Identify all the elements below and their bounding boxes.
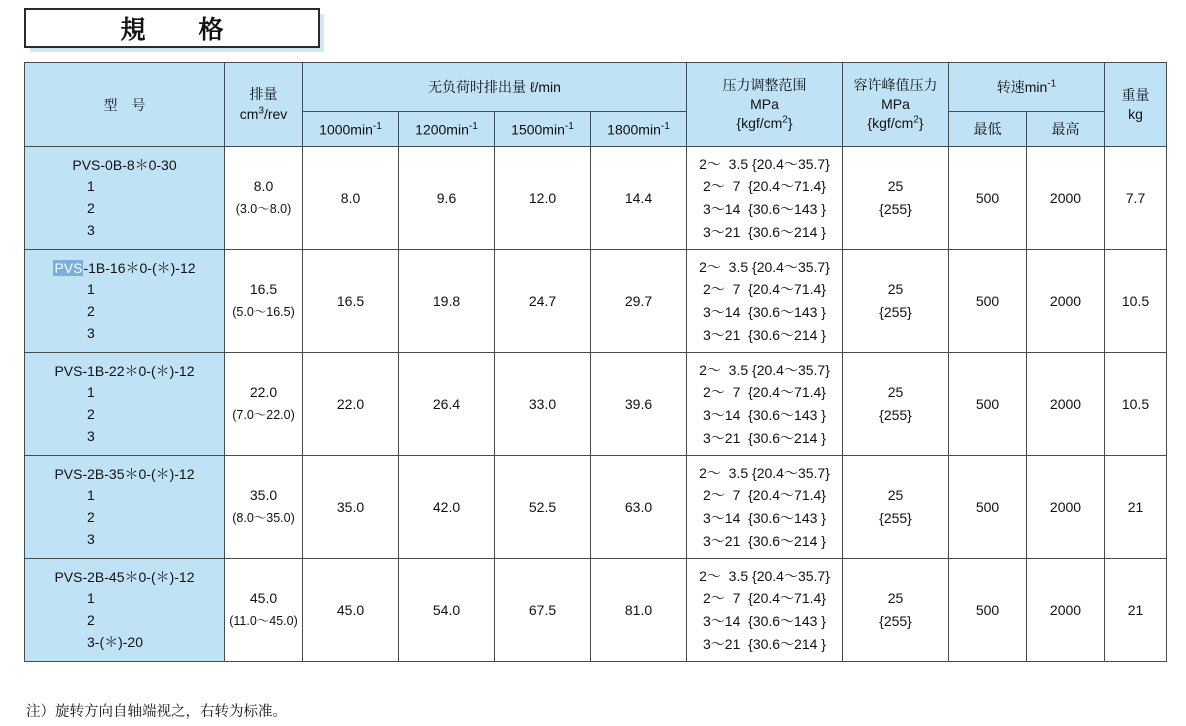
cell-weight: 10.5: [1105, 353, 1167, 456]
table-row: [25, 250, 1167, 353]
displacement-label-line2: $cm^3$/rev: [239, 105, 288, 122]
peak-pressure-kgf: {255}: [879, 510, 912, 526]
cell-peak-pressure: [843, 250, 949, 353]
model-variant: 1: [87, 178, 95, 195]
pressure-range-line: 2～ 7 {20.4～71.4}: [703, 178, 826, 195]
pressure-range-line: 3～14 {30.6～143 }: [703, 613, 826, 629]
displacement-value: 45.0: [249, 590, 278, 607]
cell-speed-min: 500: [949, 250, 1027, 353]
text-selection-highlight: PVS: [54, 259, 83, 276]
displacement-range: (8.0～35.0): [232, 511, 295, 526]
model-variant: 3: [87, 324, 95, 341]
cell-speed-max: 2000: [1027, 559, 1105, 662]
col-header-flow-1500: $1500\min^{-1}$: [495, 112, 591, 147]
cell-flow: 16.5: [303, 250, 399, 353]
pressure-range-line: 2～ 3.5 {20.4～35.7}: [699, 155, 830, 172]
displacement-range: (11.0～45.0): [229, 614, 298, 629]
model-name: PVS-1B-16＊0-(＊)-12: [54, 259, 196, 276]
cell-displacement: [225, 353, 303, 456]
cell-flow: 42.0: [399, 456, 495, 559]
cell-displacement: [225, 147, 303, 250]
pressure-range-line: 3～14 {30.6～143 }: [703, 407, 826, 423]
cell-flow: 19.8: [399, 250, 495, 353]
model-variant: 3-(＊)-20: [87, 633, 144, 650]
page-title: 規 格: [120, 16, 238, 44]
model-name: PVS-2B-35＊0-(＊)-12: [54, 465, 195, 482]
cell-flow: 12.0: [495, 147, 591, 250]
cell-peak-pressure: [843, 353, 949, 456]
cell-flow: 52.5: [495, 456, 591, 559]
peak-label-line3: $\{kgf/cm^2\}$: [867, 114, 924, 132]
col-header-flow-1000: $1000\min^{-1}$: [303, 112, 399, 147]
weight-label-line1: 重量: [1121, 86, 1150, 103]
model-variant: 2: [87, 303, 95, 319]
cell-flow: 45.0: [303, 559, 399, 662]
cell-flow: 26.4: [399, 353, 495, 456]
cell-flow: 29.7: [591, 250, 687, 353]
spec-table: [24, 62, 1167, 662]
table-row: [25, 147, 1167, 250]
cell-speed-min: 500: [949, 353, 1027, 456]
cell-flow: 33.0: [495, 353, 591, 456]
peak-pressure-value: 25: [887, 177, 904, 194]
displacement-value: 22.0: [249, 384, 278, 401]
cell-flow: 8.0: [303, 147, 399, 250]
pressure-range-line: 3～21 {30.6～214 }: [703, 429, 826, 446]
cell-displacement: [225, 456, 303, 559]
pressure-range-line: 3～14 {30.6～143 }: [703, 510, 826, 526]
cell-pressure-range: [687, 353, 843, 456]
displacement-value: 16.5: [249, 281, 278, 298]
peak-pressure-kgf: {255}: [879, 304, 912, 320]
pressure-label-line2: MPa: [750, 95, 779, 112]
model-variant: 2: [87, 509, 95, 525]
displacement-range: (5.0～16.5): [232, 305, 295, 320]
cell-flow: 67.5: [495, 559, 591, 662]
table-header: [25, 63, 1167, 147]
cell-peak-pressure: [843, 456, 949, 559]
cell-flow: 9.6: [399, 147, 495, 250]
pressure-range-line: 2～ 3.5 {20.4～35.7}: [699, 464, 830, 481]
cell-speed-max: 2000: [1027, 147, 1105, 250]
peak-pressure-kgf: {255}: [879, 407, 912, 423]
peak-label-line1: 容许峰值压力: [853, 76, 938, 93]
col-header-pressure-range: [687, 63, 843, 147]
col-header-flow-group: 无负荷时排出量 ℓ/min: [303, 63, 687, 112]
col-header-flow-1200: $1200\min^{-1}$: [399, 112, 495, 147]
cell-flow: 81.0: [591, 559, 687, 662]
displacement-value: 8.0: [253, 178, 274, 195]
table-row: [25, 353, 1167, 456]
cell-flow: 14.4: [591, 147, 687, 250]
model-name: PVS-1B-22＊0-(＊)-12: [54, 362, 195, 379]
pressure-range-line: 2～ 3.5 {20.4～35.7}: [699, 361, 830, 378]
cell-displacement: [225, 250, 303, 353]
cell-flow: 54.0: [399, 559, 495, 662]
peak-label-line2: MPa: [881, 95, 910, 112]
col-header-speed-min: 最低: [949, 112, 1027, 147]
peak-pressure-value: 25: [887, 383, 904, 400]
title-box: [24, 8, 320, 48]
cell-speed-max: 2000: [1027, 456, 1105, 559]
pressure-range-line: 2～ 3.5 {20.4～35.7}: [699, 258, 830, 275]
cell-speed-min: 500: [949, 559, 1027, 662]
header-row-main: [25, 63, 1167, 112]
peak-pressure-value: 25: [887, 280, 904, 297]
table-row: [25, 456, 1167, 559]
weight-label-line2: kg: [1128, 105, 1143, 122]
model-variant: 1: [87, 384, 95, 401]
model-variant: 1: [87, 590, 95, 607]
page-title-banner: [24, 8, 324, 52]
model-variant: 3: [87, 530, 95, 547]
pressure-label-line3: $\{kgf/cm^2\}$: [736, 114, 793, 132]
model-name: PVS-2B-45＊0-(＊)-12: [54, 568, 195, 585]
cell-weight: 21: [1105, 456, 1167, 559]
pressure-range-line: 3～21 {30.6～214 }: [703, 223, 826, 240]
cell-peak-pressure: [843, 147, 949, 250]
pressure-range-line: 3～14 {30.6～143 }: [703, 201, 826, 217]
col-header-weight: [1105, 63, 1167, 147]
model-variant: 3: [87, 427, 95, 444]
model-variant: 1: [87, 281, 95, 298]
pressure-range-line: 2～ 7 {20.4～71.4}: [703, 487, 826, 504]
cell-speed-max: 2000: [1027, 353, 1105, 456]
cell-speed-min: 500: [949, 456, 1027, 559]
col-header-displacement: [225, 63, 303, 147]
cell-model[interactable]: [25, 353, 225, 456]
pressure-range-line: 3～21 {30.6～214 }: [703, 635, 826, 652]
pressure-range-line: 2～ 7 {20.4～71.4}: [703, 384, 826, 401]
cell-displacement: [225, 559, 303, 662]
displacement-range: (7.0～22.0): [232, 408, 295, 423]
cell-flow: 63.0: [591, 456, 687, 559]
peak-pressure-kgf: {255}: [879, 201, 912, 217]
model-variant: 2: [87, 612, 95, 628]
cell-weight: 21: [1105, 559, 1167, 662]
cell-speed-max: 2000: [1027, 250, 1105, 353]
model-variant: 2: [87, 200, 95, 216]
col-header-speed-max: 最高: [1027, 112, 1105, 147]
model-variant: 1: [87, 487, 95, 504]
pressure-label-line1: 压力调整范围: [722, 76, 807, 93]
pressure-range-line: 3～21 {30.6～214 }: [703, 532, 826, 549]
table-row: [25, 559, 1167, 662]
displacement-range: (3.0～8.0): [235, 202, 292, 217]
cell-flow: 35.0: [303, 456, 399, 559]
displacement-label-line1: 排量: [249, 86, 278, 103]
model-variant: 3: [87, 221, 95, 238]
cell-flow: 22.0: [303, 353, 399, 456]
cell-weight: 10.5: [1105, 250, 1167, 353]
cell-model[interactable]: [25, 559, 225, 662]
cell-pressure-range: [687, 559, 843, 662]
cell-flow: 39.6: [591, 353, 687, 456]
cell-peak-pressure: [843, 559, 949, 662]
spec-table-wrap: [24, 62, 1164, 662]
model-variant: 2: [87, 406, 95, 422]
pressure-range-line: 3～14 {30.6～143 }: [703, 304, 826, 320]
col-header-flow-1800: $1800\min^{-1}$: [591, 112, 687, 147]
peak-pressure-value: 25: [887, 589, 904, 606]
col-header-peak-pressure: [843, 63, 949, 147]
pressure-range-line: 2～ 7 {20.4～71.4}: [703, 590, 826, 607]
pressure-range-line: 3～21 {30.6～214 }: [703, 326, 826, 343]
cell-pressure-range: [687, 456, 843, 559]
model-name: PVS-0B-8＊0-30: [72, 156, 177, 173]
pressure-range-line: 2～ 7 {20.4～71.4}: [703, 281, 826, 298]
col-header-model: 型 号: [25, 63, 225, 147]
cell-pressure-range: [687, 147, 843, 250]
peak-pressure-value: 25: [887, 486, 904, 503]
cell-weight: 7.7: [1105, 147, 1167, 250]
peak-pressure-kgf: {255}: [879, 613, 912, 629]
cell-model[interactable]: [25, 250, 225, 353]
displacement-value: 35.0: [249, 487, 278, 504]
table-body: [25, 147, 1167, 662]
cell-speed-min: 500: [949, 147, 1027, 250]
cell-pressure-range: [687, 250, 843, 353]
cell-model[interactable]: [25, 147, 225, 250]
cell-model[interactable]: [25, 456, 225, 559]
col-header-speed-group: 转速$\min^{-1}$: [949, 63, 1105, 112]
cell-flow: 24.7: [495, 250, 591, 353]
footnote: 注）旋转方向自轴端视之，右转为标准。: [26, 704, 287, 720]
pressure-range-line: 2～ 3.5 {20.4～35.7}: [699, 567, 830, 584]
